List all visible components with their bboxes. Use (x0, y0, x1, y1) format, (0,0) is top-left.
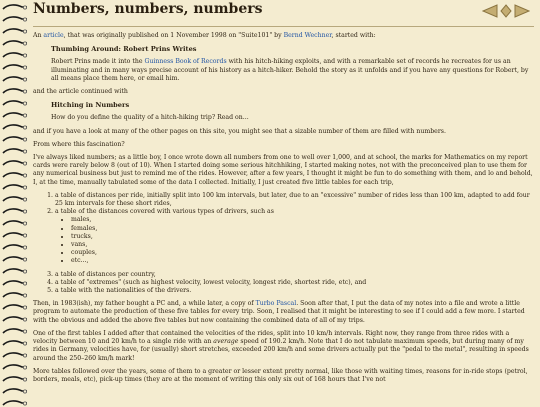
binding-ring (2, 256, 26, 262)
binding-ring (2, 280, 26, 286)
turbo-pascal-link[interactable]: Turbo Pascal (255, 300, 297, 308)
others-text: and if you have a look at many of the other pages on this site, you might see that a sizable number of them are filled with numbers. (33, 127, 446, 135)
article-link[interactable]: article (43, 32, 64, 39)
binding-ring (2, 124, 26, 130)
binding-ring (2, 40, 26, 46)
binding-ring (2, 160, 26, 166)
quote2-heading: Hitching in Numbers (51, 101, 130, 110)
binding-ring (2, 136, 26, 142)
intro-paragraph: An article, that was originally published on 1 November 1998 on "Suite101" by Bernd Wechner, started with: (33, 32, 376, 39)
binding-ring (2, 328, 26, 334)
continued-text: and the article continued with (33, 88, 128, 96)
binding-ring (2, 208, 26, 214)
list-item: 1. a table of distances per ride, initially split into 100 km intervals, but later, due to an "excessive" number of rides less than 100 km, adapted to add four 25 km intervals for these short rides, (55, 192, 534, 208)
diamond-home-icon[interactable] (500, 4, 512, 21)
author-link[interactable]: Bernd Wechner (283, 32, 332, 39)
list-item: • couples, (71, 249, 534, 257)
binding-ring (2, 376, 26, 382)
page-title: Numbers, numbers, numbers (33, 1, 263, 17)
binding-ring (2, 148, 26, 154)
list-item: • etc..., (71, 257, 534, 265)
arrow-right-icon[interactable] (514, 4, 530, 21)
driver-types-list (55, 216, 534, 265)
binding-ring (2, 388, 26, 394)
binding-ring (2, 76, 26, 82)
binding-ring (2, 4, 26, 10)
list-item: 5. a table with the nationalities of the drivers. (55, 287, 534, 295)
list-item: • females, (71, 225, 534, 233)
list-item: 3. a table of distances per country, (55, 271, 534, 279)
arrow-left-icon[interactable] (482, 4, 498, 21)
binding-ring (2, 112, 26, 118)
list-item: • vans, (71, 241, 534, 249)
binding-ring (2, 220, 26, 226)
paragraph-1: I've always liked numbers; as a little boy, I once wrote down all numbers from one to well over 1,000, and at school, the marks for Mathematics on my report cards were rarely below 8 (out of 10). When I started doing some serious hitchhiking, I started making notes, not with the preconceived plan to use them for any numerical business but just to remind me of the rides. However, after a few years, I thought it might be fun to do something with them, and lo and behold, I, at the time, manually tabulated some of the data I collected. Initially, I just created five little tables for each trip, (33, 154, 533, 186)
binding-ring (2, 196, 26, 202)
list-item: • males, (71, 216, 534, 224)
nav-arrows (482, 4, 530, 21)
binding-ring (2, 340, 26, 346)
article-page (33, 0, 534, 405)
binding-ring (2, 364, 26, 370)
binding-ring (2, 16, 26, 22)
quote1-text: Robert Prins made it into the Guinness Book of Records with his hitch-hiking exploits, and with a remarkable set of records he recreates for us an illuminating and in many ways precise account of his history as a hitch-hiker. Behold the story as it unfolds and if you have any questions for Robert, by all means place them here, or email him. (51, 58, 529, 82)
binding-ring (2, 244, 26, 250)
paragraph-4: More tables followed over the years, some of them to a greater or lesser extent pretty normal, like those with waiting times, reasons for in-ride stops (petrol, borders, meals, etc), pick-up times (they are at the moment of writing this only six out of 168 hours that I've not (33, 367, 528, 383)
paragraph-3: One of the first tables I added after that contained the velocities of the rides, split into 10 km/h intervals. Right now, they range from three rides with a velocity between 10 and 20 km/h to a single ride with an average speed of 190.2 km/h. Note that I do not tabulate maximum speeds, but during many of my rides in Germany, velocities have, for (usually) short stretches, exceeded 200 km/h and some drivers actually put the "pedal to the metal", resulting in speeds around the 250–260 km/h mark! (33, 329, 529, 362)
binding-ring (2, 52, 26, 58)
binding-ring (2, 352, 26, 358)
binding-ring (2, 316, 26, 322)
list-item: 2. a table of the distances covered with various types of drivers, such as • males, • females, • trucks, • vans, • couples, • etc..., (55, 208, 534, 265)
list-item: • trucks, (71, 233, 534, 241)
header-divider (33, 26, 534, 27)
binding-ring (2, 88, 26, 94)
page-header (33, 0, 534, 26)
binding-ring (2, 28, 26, 34)
quote2-text: How do you define the quality of a hitch-hiking trip? Read on... (51, 114, 249, 122)
list-item: 4. a table of "extremes" (such as highest velocity, lowest velocity, longest ride, shortest ride, etc), and (55, 279, 534, 287)
binding-ring (2, 100, 26, 106)
binding-ring (2, 400, 26, 406)
spiral-binding (0, 0, 30, 405)
binding-ring (2, 64, 26, 70)
paragraph-2: Then, in 1983(ish), my father bought a PC and, a while later, a copy of Turbo Pascal. Soon after that, I put the data of my notes into a file and wrote a little program to automate the production of these five tables for every trip. Soon, I realised that it might be interesting to see if I could add a few more. I started with the obvious and added the above five tables but now containing the combined data of all of my trips. (33, 300, 525, 324)
quote1-heading: Thumbing Around: Robert Prins Writes (51, 45, 197, 54)
binding-ring (2, 304, 26, 310)
guinness-link[interactable]: Guinness Book of Records (144, 58, 227, 66)
tables-list (33, 192, 534, 295)
binding-ring (2, 172, 26, 178)
fascination-text: From where this fascination? (33, 140, 125, 148)
binding-ring (2, 268, 26, 274)
binding-ring (2, 292, 26, 298)
binding-ring (2, 232, 26, 238)
binding-ring (2, 184, 26, 190)
